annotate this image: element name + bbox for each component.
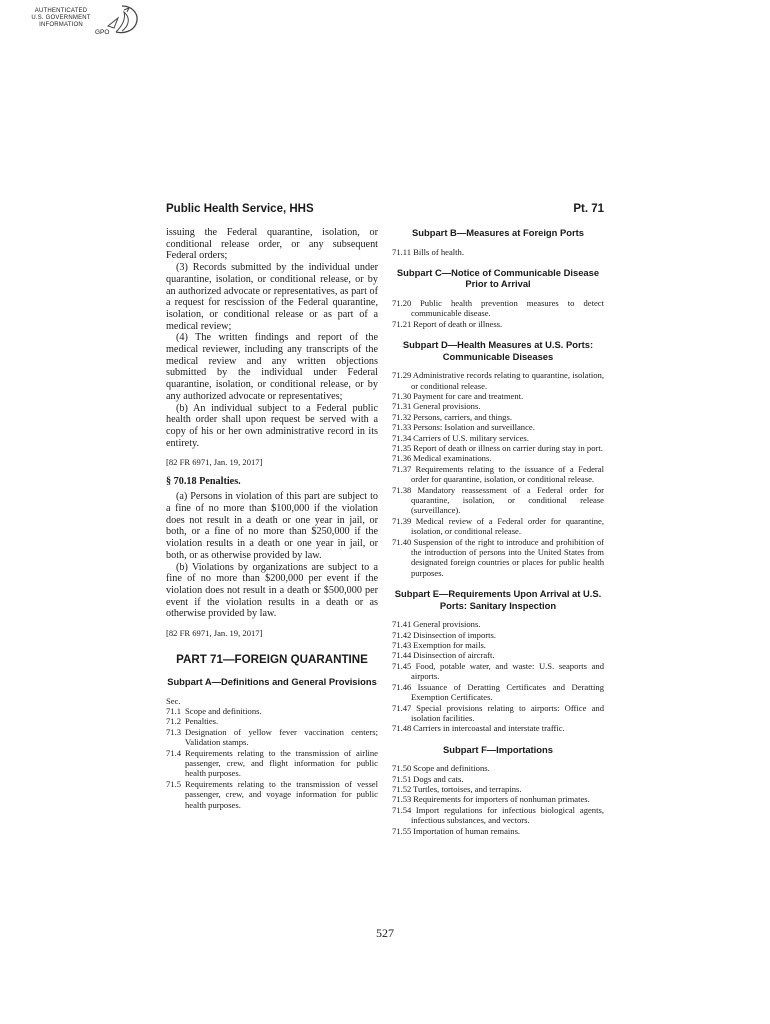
paragraph-3: (3) Records submitted by the individual under quarantine, isolation, or conditional release, or by an authorized advocate or representatives, as part of a request for rescission of the Federal quarantine, isolation, or conditional release or as part of a medical review;: [166, 262, 378, 332]
toc-item: [392, 391, 604, 401]
toc-item: [392, 794, 604, 804]
toc-item: [392, 370, 604, 391]
toc-item: [392, 537, 604, 579]
toc-item-text: Dogs and cats.: [413, 773, 464, 784]
logo-line-3: INFORMATION: [39, 22, 83, 28]
toc-item-number: 71.52: [392, 784, 412, 795]
toc-item-text: Carriers of U.S. military services.: [413, 432, 529, 443]
toc-item: [392, 464, 604, 485]
subpart-a-title: Subpart A—Definitions and General Provisions: [167, 676, 377, 688]
running-head-agency: Public Health Service, HHS: [166, 203, 314, 215]
toc-item: [392, 774, 604, 784]
subpart-a-toc: [166, 706, 378, 810]
right-column: [392, 227, 604, 846]
toc-item-text: Administrative records relating to quarantine, isolation, or conditional release.: [411, 370, 604, 391]
subpart-b-title: Subpart B—Measures at Foreign Ports: [412, 227, 584, 238]
toc-item: [166, 727, 378, 748]
toc-item-text: Disinsection of aircraft.: [413, 650, 495, 661]
toc-item-number: 71.40: [392, 536, 412, 547]
toc-item-text: Payment for care and treatment.: [413, 390, 524, 401]
toc-item-text: Special provisions relating to airports: Office and isolation facilities.: [411, 702, 605, 723]
toc-item-number: 71.2: [166, 716, 182, 727]
toc-item: [392, 703, 604, 724]
toc-item-number: 71.39: [392, 515, 412, 526]
toc-item-text: Carriers in intercoastal and interstate traffic.: [413, 723, 565, 734]
eagle-icon: [102, 4, 142, 40]
toc-item: [166, 706, 378, 716]
toc-item: [166, 748, 378, 779]
toc-item: [392, 443, 604, 453]
page-number: 527: [376, 926, 394, 940]
subpart-e-title: Subpart E—Requirements Upon Arrival at U.S. Ports: Sanitary Inspection: [394, 588, 602, 611]
toc-item-text: Issuance of Deratting Certificates and Deratting Exemption Certificates.: [411, 681, 604, 703]
toc-item-text: Suspension of the right to introduce and prohibition of the introduction of persons into the United States from designated foreign countries or places for public health purposes.: [411, 536, 604, 578]
toc-item-text: Bills of health.: [413, 246, 464, 257]
toc-item: [392, 682, 604, 703]
toc-item-text: Exemption for mails.: [413, 640, 486, 651]
toc-item: [392, 784, 604, 794]
logo-text: [26, 8, 96, 29]
penalty-paragraph-a: (a) Persons in violation of this part are subject to a fine of no more than $100,000 if the violation does not result in a death or one year in jail, or both, or a fine of no more than $250,000 if the violation results in a death or one year in jail, or both, or as otherwise provided by law.: [166, 491, 378, 561]
toc-item-number: 71.33: [392, 422, 412, 433]
toc-sec-label: Sec.: [166, 695, 181, 706]
toc-item-number: 71.53: [392, 794, 412, 805]
toc-item-text: General provisions.: [413, 401, 481, 412]
toc-item-text: Requirements relating to the issuance of a Federal order for quarantine, isolation, or conditional release.: [411, 463, 604, 485]
citation: [82 FR 6971, Jan. 19, 2017]: [166, 628, 263, 639]
toc-item: [392, 661, 604, 682]
toc-item-text: Penalties.: [185, 716, 219, 727]
toc-item-text: Importation of human remains.: [413, 825, 521, 836]
toc-item-text: General provisions.: [413, 619, 481, 630]
toc-item: [166, 779, 378, 810]
toc-item-number: 71.31: [392, 401, 412, 412]
toc-item-number: 71.4: [166, 747, 182, 758]
toc-item-number: 71.30: [392, 390, 412, 401]
paragraph-b: (b) An individual subject to a Federal public health order shall upon request be served with a copy of his or her own administrative record in its entirety.: [166, 402, 378, 449]
gpo-authentication-logo: [26, 4, 144, 44]
toc-item-text: Designation of yellow fever vaccination centers; Validation stamps.: [185, 726, 378, 748]
penalty-paragraph-b: (b) Violations by organizations are subject to a fine of no more than $200,000 per event if the violation does not result in a death or $500,000 per event if the violation results in a death or as otherwise provided by law.: [166, 561, 378, 620]
toc-item: [392, 298, 604, 319]
toc-item: [392, 453, 604, 463]
logo-line-2: U.S. GOVERNMENT: [31, 15, 91, 21]
toc-item-number: 71.34: [392, 432, 412, 443]
toc-item: [392, 319, 604, 329]
toc-item-number: 71.41: [392, 619, 412, 630]
toc-item-number: 71.29: [392, 370, 412, 381]
toc-item-number: 71.1: [166, 706, 182, 716]
toc-item: [392, 826, 604, 836]
toc-item-number: 71.50: [392, 763, 412, 774]
toc-item-number: 71.20: [392, 297, 412, 308]
subpart-c-title: Subpart C—Notice of Communicable Disease Prior to Arrival: [396, 266, 600, 290]
logo-line-1: AUTHENTICATED: [34, 8, 88, 14]
toc-item: [392, 485, 604, 516]
toc-item-text: Report of death or illness on carrier during stay in port.: [413, 442, 603, 453]
toc-item-text: Medical review of a Federal order for quarantine, isolation, or conditional release.: [411, 515, 605, 537]
toc-item: [392, 433, 604, 443]
toc-item: [166, 716, 378, 726]
toc-item-text: Scope and definitions.: [185, 706, 262, 716]
toc-item-number: 71.3: [166, 726, 182, 737]
section-heading: § 70.18 Penalties.: [166, 476, 241, 488]
toc-item-text: Food, potable water, and waste: U.S. seaports and airports.: [411, 660, 604, 682]
toc-item-text: Medical examinations.: [413, 453, 492, 464]
toc-item: [392, 723, 604, 733]
toc-item: [392, 401, 604, 411]
toc-item-number: 71.46: [392, 681, 412, 692]
subpart-c-toc: [392, 298, 604, 329]
running-head: [166, 203, 604, 219]
toc-item-text: Public health prevention measures to detect communicable disease.: [411, 297, 604, 319]
logo-gpo: GPO: [95, 29, 110, 36]
toc-item: [392, 763, 604, 773]
toc-item-number: 71.43: [392, 640, 412, 651]
toc-item-number: 71.47: [392, 702, 412, 713]
toc-item-text: Report of death or illness.: [413, 318, 503, 329]
toc-item-number: 71.5: [166, 778, 182, 789]
subpart-d-title: Subpart D—Health Measures at U.S. Ports: Communicable Diseases: [402, 339, 594, 362]
toc-item-number: 71.44: [392, 650, 412, 661]
toc-item-number: 71.48: [392, 723, 412, 734]
toc-item-text: Requirements relating to the transmission of airline passenger, crew, and flight information for public health purposes.: [185, 747, 378, 779]
subpart-e-toc: [392, 619, 604, 733]
paragraph-4: (4) The written findings and report of the medical reviewer, including any transcripts of the medical review and any written objections submitted by the individual under Federal quarantine, isolation, or conditional release, or by any authorized advocate or representatives;: [166, 332, 378, 402]
toc-item: [392, 650, 604, 660]
toc-item-number: 71.51: [392, 773, 412, 784]
toc-item: [392, 412, 604, 422]
toc-item-number: 71.55: [392, 825, 412, 836]
toc-item-text: Persons, carriers, and things.: [413, 411, 512, 422]
toc-item-text: Mandatory reassessment of a Federal order for quarantine, isolation, or conditional release (surveillance).: [411, 484, 605, 516]
paragraph-continued: issuing the Federal quarantine, isolation, or conditional release order, or any subsequent Federal orders;: [166, 227, 378, 262]
toc-item-number: 71.21: [392, 318, 412, 329]
toc-item-number: 71.45: [392, 660, 412, 671]
toc-item-number: 71.42: [392, 629, 412, 640]
toc-item-number: 71.54: [392, 804, 412, 815]
toc-item: [392, 422, 604, 432]
toc-item-text: Persons: Isolation and surveillance.: [413, 422, 535, 433]
toc-item-text: Requirements relating to the transmission of vessel passenger, crew, and voyage information for public health purposes.: [185, 778, 378, 810]
left-column: [166, 227, 378, 820]
toc-item-text: Import regulations for infectious biological agents, infectious substances, and vectors.: [411, 804, 604, 826]
part-title: PART 71—FOREIGN QUARANTINE: [176, 653, 368, 667]
toc-item-text: Requirements for importers of nonhuman primates.: [413, 794, 590, 805]
subpart-b-toc: [392, 247, 604, 257]
toc-item: [392, 619, 604, 629]
toc-item-number: 71.38: [392, 484, 412, 495]
toc-item: [392, 640, 604, 650]
subpart-f-title: Subpart F—Importations: [443, 743, 553, 755]
toc-item-text: Disinsection of imports.: [413, 629, 496, 640]
subpart-f-toc: [392, 763, 604, 836]
toc-item-number: 71.37: [392, 463, 412, 474]
toc-item-number: 71.32: [392, 411, 412, 422]
toc-item: [392, 630, 604, 640]
toc-item: [392, 805, 604, 826]
subpart-d-toc: [392, 370, 604, 578]
citation: [82 FR 6971, Jan. 19, 2017]: [166, 457, 263, 468]
running-head-part: Pt. 71: [573, 203, 604, 215]
toc-item-number: 71.35: [392, 442, 412, 453]
toc-item-number: 71.11: [392, 246, 412, 257]
toc-item-number: 71.36: [392, 453, 412, 464]
toc-item-text: Turtles, tortoises, and terrapins.: [413, 784, 522, 795]
toc-item-text: Scope and definitions.: [413, 763, 490, 774]
toc-item: [392, 516, 604, 537]
toc-item: [392, 247, 604, 257]
